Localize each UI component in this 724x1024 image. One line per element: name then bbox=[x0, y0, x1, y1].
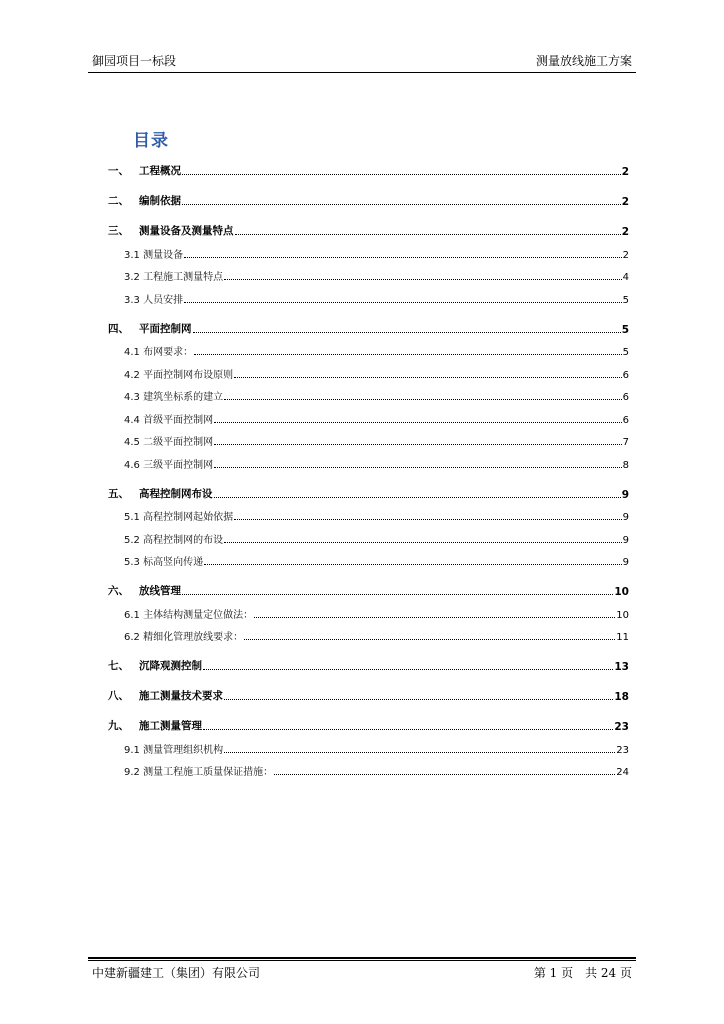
toc-section-entry[interactable] bbox=[108, 178, 629, 208]
toc-section-entry[interactable] bbox=[108, 306, 629, 336]
page-header bbox=[88, 50, 636, 73]
toc-entry-label: 6.2 精细化管理放线要求： bbox=[124, 632, 244, 643]
toc-subsection-entry[interactable] bbox=[108, 756, 629, 779]
toc-subsection-entry[interactable] bbox=[108, 381, 629, 404]
toc-dot-leader bbox=[234, 518, 622, 520]
toc-page-number: 10 bbox=[616, 609, 629, 621]
toc-page-number: 2 bbox=[621, 196, 629, 208]
toc-section-number: 一、 bbox=[108, 165, 129, 177]
toc-dot-leader bbox=[204, 563, 622, 565]
toc-section-entry[interactable] bbox=[108, 703, 629, 733]
toc-entry-label: 4.4 首级平面控制网 bbox=[124, 414, 214, 426]
toc-subsection-entry[interactable] bbox=[108, 426, 629, 449]
table-of-contents bbox=[108, 148, 629, 778]
toc-section-number: 三、 bbox=[108, 225, 129, 237]
toc-subsection-entry[interactable] bbox=[108, 358, 629, 381]
toc-dot-leader bbox=[274, 773, 615, 775]
toc-subsection-entry[interactable] bbox=[108, 336, 629, 359]
toc-page-number: 18 bbox=[614, 691, 629, 703]
toc-entry-label: 3.2 工程施工测量特点 bbox=[124, 272, 224, 283]
header-project-name: 御园项目一标段 bbox=[92, 54, 177, 68]
toc-page-number: 10 bbox=[614, 586, 629, 598]
toc-entry-label: 3.1 测量设备 bbox=[124, 249, 184, 261]
footer-company: 中建新疆建工（集团）有限公司 bbox=[92, 966, 261, 980]
toc-section-number: 四、 bbox=[108, 322, 129, 335]
toc-dot-leader bbox=[184, 256, 622, 258]
toc-page-number: 5 bbox=[622, 347, 629, 358]
toc-dot-leader bbox=[203, 668, 613, 670]
toc-title: 目录 bbox=[133, 131, 169, 151]
toc-dot-leader bbox=[224, 698, 613, 700]
toc-page-number: 2 bbox=[622, 249, 629, 261]
toc-dot-leader bbox=[224, 278, 622, 280]
toc-subsection-entry[interactable] bbox=[108, 523, 629, 546]
toc-dot-leader bbox=[184, 301, 622, 303]
toc-page-number: 9 bbox=[621, 488, 629, 501]
toc-dot-leader bbox=[224, 541, 622, 543]
toc-entry-label: 4.2 平面控制网布设原则 bbox=[124, 369, 234, 381]
toc-dot-leader bbox=[214, 496, 621, 498]
toc-entry-label: 3.3 人员安排 bbox=[124, 294, 184, 306]
toc-page-number: 9 bbox=[622, 512, 629, 523]
toc-section-entry[interactable] bbox=[108, 568, 629, 598]
toc-page-number: 5 bbox=[622, 294, 629, 306]
toc-subsection-entry[interactable] bbox=[108, 403, 629, 426]
toc-page-number: 4 bbox=[622, 272, 629, 283]
toc-page-number: 6 bbox=[622, 369, 629, 381]
toc-section-number: 九、 bbox=[108, 720, 129, 732]
toc-entry-label: 4.5 二级平面控制网 bbox=[124, 437, 214, 448]
toc-dot-leader bbox=[214, 421, 622, 423]
toc-entry-label: 6.1 主体结构测量定位做法： bbox=[124, 609, 254, 621]
toc-page-number: 13 bbox=[614, 661, 629, 673]
toc-dot-leader bbox=[182, 173, 621, 175]
toc-section-number: 七、 bbox=[108, 660, 129, 672]
toc-page-number: 11 bbox=[616, 632, 629, 643]
toc-dot-leader bbox=[254, 616, 615, 618]
toc-section-number: 六、 bbox=[108, 585, 129, 597]
toc-subsection-entry[interactable] bbox=[108, 598, 629, 621]
toc-dot-leader bbox=[193, 331, 621, 333]
toc-section-entry[interactable] bbox=[108, 471, 629, 501]
toc-page-number: 6 bbox=[622, 414, 629, 426]
toc-entry-label: 4.3 建筑坐标系的建立 bbox=[124, 392, 224, 403]
toc-subsection-entry[interactable] bbox=[108, 621, 629, 644]
toc-page-number: 9 bbox=[622, 557, 629, 568]
toc-page-number: 8 bbox=[622, 459, 629, 471]
toc-entry-label: 工程概况 bbox=[139, 165, 181, 177]
toc-dot-leader bbox=[182, 203, 621, 205]
toc-entry-label: 沉降观测控制 bbox=[139, 660, 202, 672]
toc-section-entry[interactable] bbox=[108, 208, 629, 238]
toc-entry-label: 9.2 测量工程施工质量保证措施： bbox=[124, 767, 274, 778]
toc-dot-leader bbox=[224, 751, 615, 753]
toc-entry-label: 施工测量技术要求 bbox=[139, 690, 223, 702]
toc-dot-leader bbox=[224, 398, 622, 400]
toc-section-entry[interactable] bbox=[108, 673, 629, 703]
toc-section-entry[interactable] bbox=[108, 643, 629, 673]
toc-entry-label: 5.2 高程控制网的布设 bbox=[124, 534, 224, 546]
footer-page-number: 第 1 页 共 24 页 bbox=[533, 966, 632, 980]
toc-page-number: 7 bbox=[622, 437, 629, 448]
toc-section-number: 五、 bbox=[108, 487, 129, 500]
toc-entry-label: 平面控制网 bbox=[139, 322, 192, 335]
toc-entry-label: 9.1 测量管理组织机构 bbox=[124, 744, 224, 756]
toc-entry-label: 4.1 布网要求： bbox=[124, 347, 194, 358]
toc-subsection-entry[interactable] bbox=[108, 238, 629, 261]
toc-dot-leader bbox=[214, 443, 622, 445]
toc-dot-leader bbox=[235, 233, 621, 235]
toc-entry-label: 施工测量管理 bbox=[139, 720, 202, 732]
toc-entry-label: 测量设备及测量特点 bbox=[139, 225, 234, 237]
toc-section-number: 八、 bbox=[108, 690, 129, 702]
toc-subsection-entry[interactable] bbox=[108, 546, 629, 569]
toc-section-entry[interactable] bbox=[108, 148, 629, 178]
toc-entry-label: 高程控制网布设 bbox=[139, 487, 213, 500]
toc-entry-label: 5.1 高程控制网起始依据 bbox=[124, 512, 234, 523]
toc-dot-leader bbox=[182, 593, 613, 595]
toc-entry-label: 编制依据 bbox=[139, 195, 181, 207]
toc-dot-leader bbox=[203, 728, 613, 730]
toc-dot-leader bbox=[214, 466, 622, 468]
toc-section-number: 二、 bbox=[108, 195, 129, 207]
toc-dot-leader bbox=[244, 638, 615, 640]
toc-page-number: 2 bbox=[621, 166, 629, 178]
toc-page-number: 9 bbox=[622, 534, 629, 546]
toc-entry-label: 4.6 三级平面控制网 bbox=[124, 459, 214, 471]
header-document-title: 测量放线施工方案 bbox=[535, 54, 632, 68]
toc-subsection-entry[interactable] bbox=[108, 261, 629, 284]
toc-page-number: 23 bbox=[614, 721, 629, 733]
toc-page-number: 2 bbox=[621, 226, 629, 238]
toc-subsection-entry[interactable] bbox=[108, 733, 629, 756]
toc-page-number: 23 bbox=[616, 744, 629, 756]
toc-page-number: 5 bbox=[621, 323, 629, 336]
toc-page-number: 24 bbox=[616, 767, 629, 778]
toc-entry-label: 5.3 标高竖向传递 bbox=[124, 557, 204, 568]
toc-subsection-entry[interactable] bbox=[108, 501, 629, 524]
toc-page-number: 6 bbox=[622, 392, 629, 403]
toc-subsection-entry[interactable] bbox=[108, 283, 629, 306]
toc-dot-leader bbox=[194, 353, 622, 355]
toc-subsection-entry[interactable] bbox=[108, 448, 629, 471]
toc-dot-leader bbox=[234, 376, 622, 378]
toc-entry-label: 放线管理 bbox=[139, 585, 181, 597]
page-footer bbox=[88, 957, 636, 980]
